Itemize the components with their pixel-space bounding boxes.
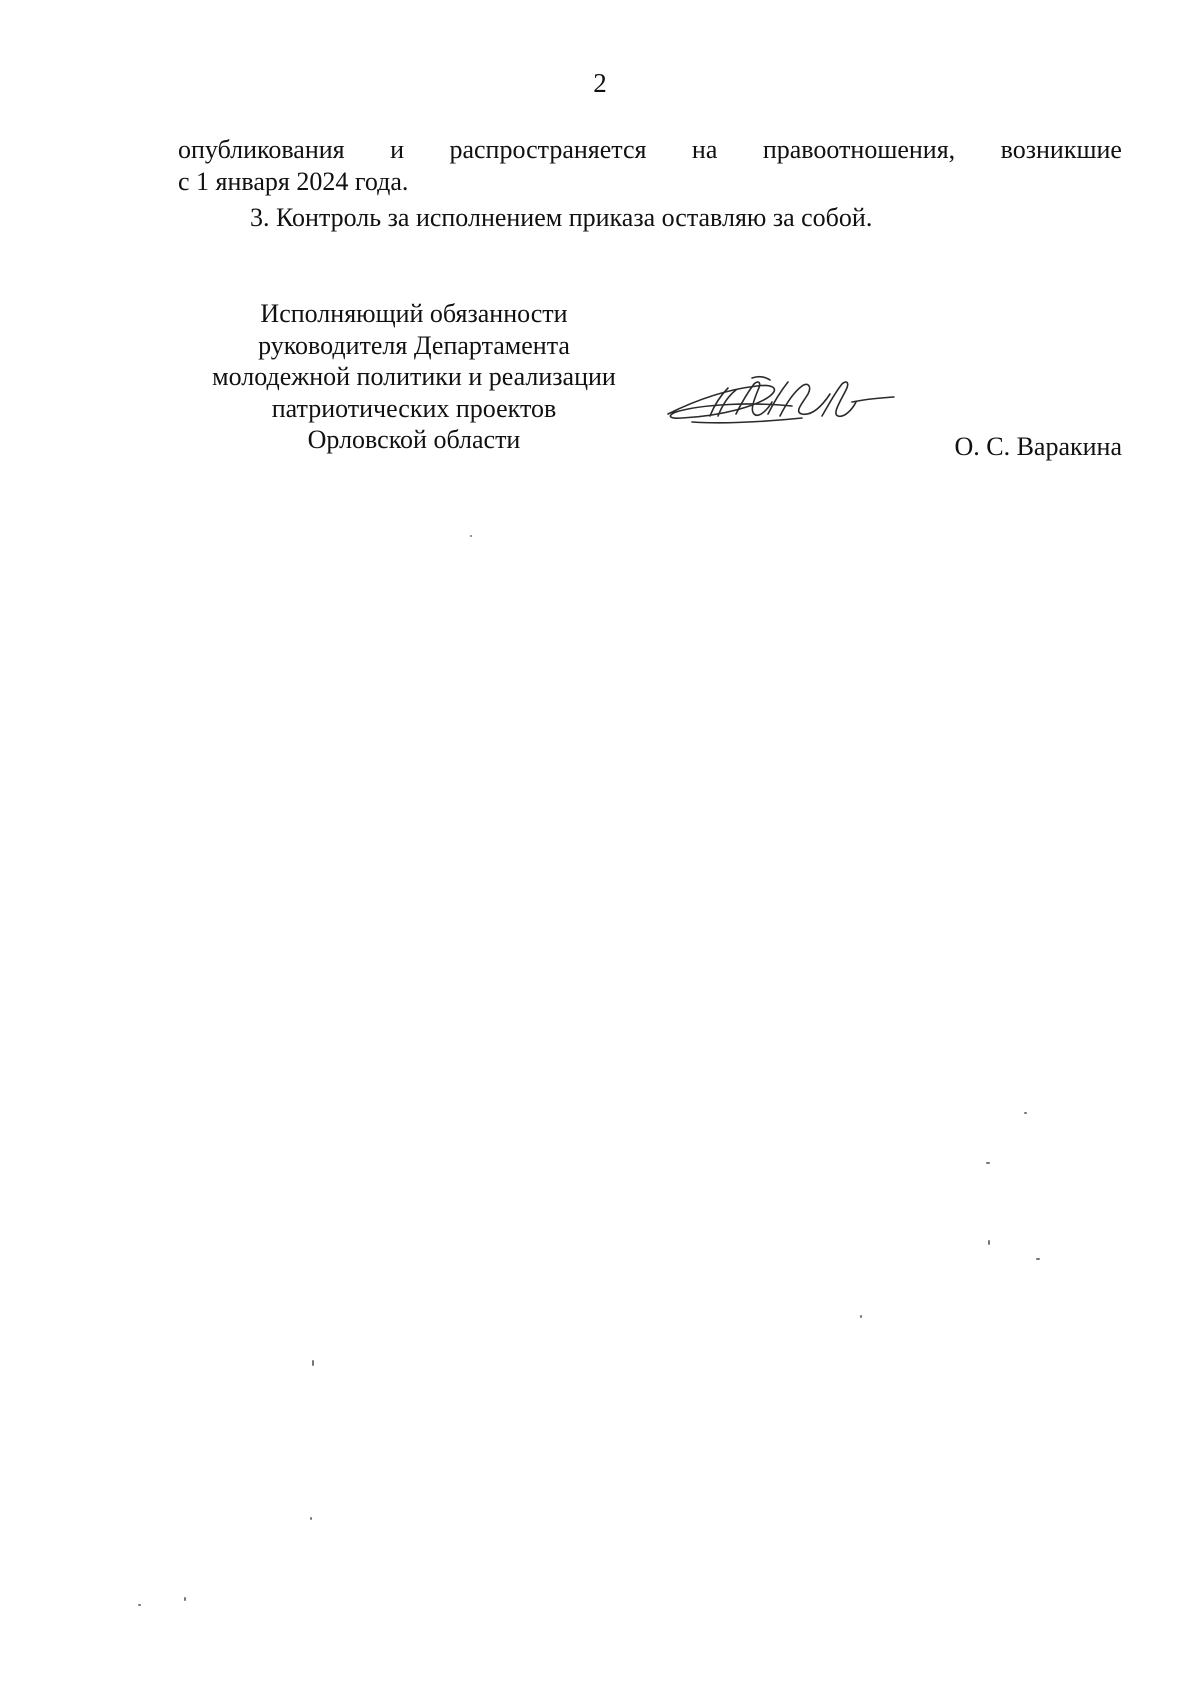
scan-speck (986, 1162, 990, 1164)
signatory-title (178, 298, 650, 456)
paragraph-continuation-line-1 (178, 134, 1122, 166)
item-3: 3. Контроль за исполнением приказа оставляю за собой. (250, 203, 873, 232)
signatory-title-line: руководителя Департамента (258, 330, 570, 360)
scan-speck (988, 1240, 990, 1245)
scan-speck (470, 535, 472, 537)
paragraph-continuation-line-2: с 1 января 2024 года. (178, 167, 409, 196)
signatory-title-line: патриотических проектов (271, 393, 557, 423)
scan-speck (312, 1360, 314, 1366)
word: правоотношения, (762, 135, 956, 164)
signatory-title-line: Орловской области (307, 425, 521, 454)
scan-speck (1024, 1112, 1027, 1114)
page-number: 2 (593, 68, 607, 98)
word: на (691, 135, 718, 164)
signer-name: О. С. Варакина (954, 432, 1122, 461)
scan-speck (310, 1517, 312, 1520)
scan-speck (860, 1315, 862, 1318)
word: возникшие (1000, 135, 1122, 164)
signatory-title-line: молодежной политики и реализации (212, 362, 616, 391)
scan-speck (184, 1597, 186, 1601)
word: и (390, 135, 404, 164)
word: опубликования (178, 135, 345, 164)
handwritten-signature (662, 372, 922, 442)
signatory-title-line: Исполняющий обязанности (260, 299, 568, 328)
word: распространяется (449, 135, 647, 164)
body-text (178, 134, 1122, 234)
scan-speck (138, 1604, 141, 1606)
scan-speck (1036, 1258, 1040, 1260)
